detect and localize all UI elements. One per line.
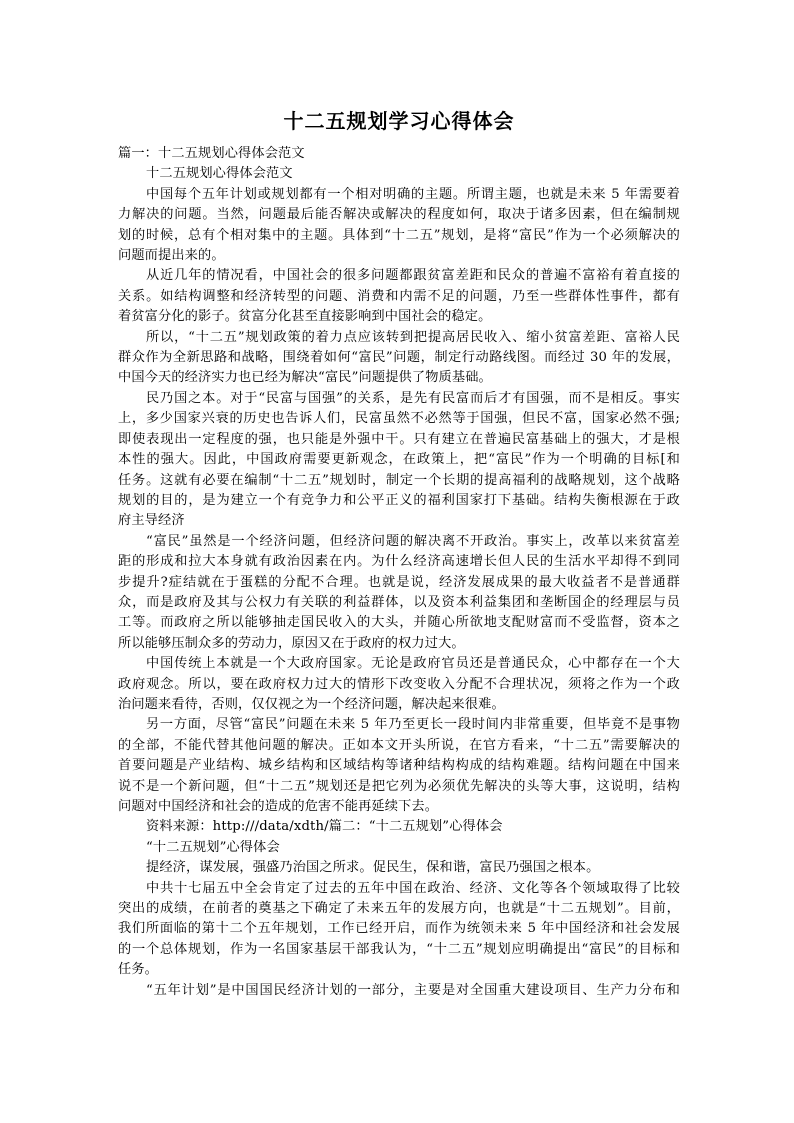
text-line: 划的时候，总有个相对集中的主题。具体到“十二五”规划，是将“富民”作为一个必须解决的	[118, 227, 680, 243]
text-line: 本性的强大。因此，中国政府需要更新观念，在政策上，把“富民”作为一个明确的目标[和	[118, 452, 680, 468]
text-line: 我们所面临的第十二个五年规划，工作已经开启，而作为统领未来 5 年中国经济和社会发展	[118, 921, 680, 937]
text-line: 工等。而政府之所以能够抽走国民收入的大头，并随心所欲地支配财富而不受监督，资本之	[118, 615, 680, 631]
text-line: 提经济，谋发展，强盛乃治国之所求。促民生，保和谐，富民乃强国之根本。	[146, 860, 600, 876]
document-body	[118, 144, 680, 1001]
text-line: 中国今天的经济实力也已经为解决“富民”问题提供了物质基础。	[118, 370, 492, 386]
text-line: 说不是一个新问题，但“十二五”规划还是把它列为必须优先解决的头等大事，这说明，结构	[118, 778, 680, 794]
text-line: 的一个总体规划，作为一名国家基层干部我认为，“十二五”规划应明确提出“富民”的目标和	[118, 941, 680, 957]
text-line: 问题对中国经济和社会的造成的危害不能再延续下去。	[118, 799, 439, 814]
text-line: 从近几年的情况看，中国社会的很多问题都跟贫富差距和民众的普遍不富裕有着直接的	[146, 268, 680, 284]
text-line: 任务。	[118, 962, 159, 978]
text-line: 中国传统上本就是一个大政府国家。无论是政府官员还是普通民众，心中都存在一个大	[146, 656, 680, 672]
text-line: 着贫富分化的影子。贫富分化甚至直接影响到中国社会的稳定。	[118, 309, 492, 325]
text-line: 中共十七届五中全会肯定了过去的五年中国在政治、经济、文化等各个领域取得了比较	[146, 880, 680, 896]
text-line: 即使表现出一定程度的强，也只能是外强中干。只有建立在普遍民富基础上的强大，才是根	[118, 431, 680, 447]
text-line: 关系。如结构调整和经济转型的问题、消费和内需不足的问题，乃至一些群体性事件，都有	[118, 288, 680, 304]
text-line: 治问题来看待，否则，仅仅视之为一个经济问题，解决起来很难。	[118, 696, 505, 712]
text-line: 首要问题是产业结构、城乡结构和区域结构等诸种结构构成的结构难题。结构问题在中国来	[118, 758, 680, 774]
text-line: 的全部，不能代替其他问题的解决。正如本文开头所说，在官方看来，“十二五”需要解决的	[118, 737, 680, 753]
text-line: 众，而是政府及其与公权力有关联的利益群体，以及资本利益集团和垄断国企的经理层与员	[118, 594, 680, 610]
document-title: 十二五规划学习心得体会	[283, 109, 515, 133]
text-line: 任务。这就有必要在编制“十二五”规划时，制定一个长期的提高福利的战略规划，这个战略	[118, 472, 680, 488]
text-line: 距的形成和拉大本身就有政治因素在内。为什么经济高速增长但人民的生活水平却得不到同	[118, 554, 680, 570]
text-line: 所以能够压制众多的劳动力，原因又在于政府的权力过大。	[118, 635, 465, 651]
text-line: 群众作为全新思路和战略，围绕着如何“富民”问题，制定行动路线图。而经过 30 年的发展，	[118, 350, 680, 366]
section-heading: 篇一：十二五规划心得体会范文	[118, 146, 305, 161]
document-page	[118, 100, 680, 1001]
text-line: 力解决的问题。当然，问题最后能否解决或解决的程度如何，取决于诸多因素，但在编制规	[118, 207, 680, 223]
subsection-heading: 十二五规划心得体会范文	[146, 166, 293, 182]
text-line: 所以，“十二五”规划政策的着力点应该转到把提高居民收入、缩小贫富差距、富裕人民	[146, 329, 680, 345]
text-line: 中国每个五年计划或规划都有一个相对明确的主题。所谓主题，也就是未来 5 年需要着	[146, 186, 680, 202]
text-line: 规划的目的，是为建立一个有竞争力和公平正义的福利国家打下基础。结构失衡根源在于政	[118, 492, 680, 508]
text-line: 民乃国之本。对于“民富与国强”的关系，是先有民富而后才有国强，而不是相反。事实	[146, 390, 680, 406]
text-line: 突出的成绩，在前者的奠基之下确定了未来五年的发展方向，也就是“十二五规划”。目前，	[118, 901, 680, 917]
text-line: 问题而提出来的。	[118, 248, 225, 264]
text-line: 府主导经济	[118, 513, 185, 529]
text-line: “富民”虽然是一个经济问题，但经济问题的解决离不开政治。事实上，改革以来贫富差	[146, 533, 680, 549]
text-line: 步提升?症结就在于蛋糕的分配不合理。也就是说，经济发展成果的最大收益者不是普通群	[118, 574, 680, 590]
text-line: 政府观念。所以，要在政府权力过大的情形下改变收入分配不合理状况，须将之作为一个政	[118, 676, 680, 692]
text-line: 上，多少国家兴衰的历史也告诉人们，民富虽然不必然等于国强，但民不富，国家必然不强;	[118, 411, 680, 427]
text-line: “五年计划”是中国国民经济计划的一部分，主要是对全国重大建设项目、生产力分布和	[146, 982, 680, 998]
text-line: 另一方面，尽管“富民”问题在未来 5 年乃至更长一段时间内非常重要，但毕竟不是事物	[146, 717, 680, 733]
source-line: 资料来源：http:///data/xdth/篇二：“十二五规划”心得体会	[146, 819, 503, 835]
subsection-heading: “十二五规划”心得体会	[146, 839, 280, 855]
